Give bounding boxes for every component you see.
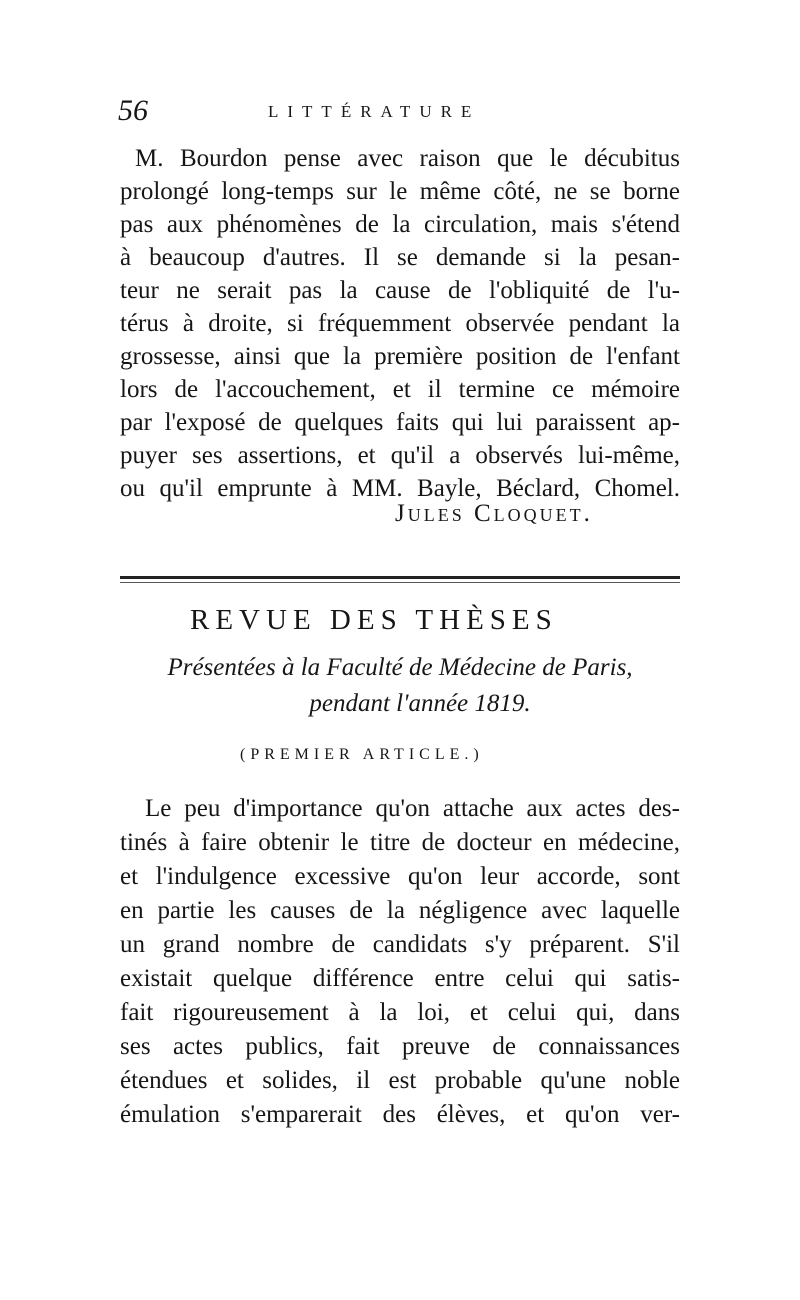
text-line: étendues et solides, il est probable qu'une noble: [120, 1067, 680, 1094]
section-subtitle: Présentées à la Faculté de Médecine de Paris,: [167, 654, 633, 681]
text-line: M. Bourdon pense avec raison que le décubitus: [135, 145, 680, 172]
text-line: un grand nombre de candidats s'y préparent. S'il: [120, 931, 680, 958]
section-rule: [120, 576, 680, 579]
page-header: [118, 92, 688, 132]
text-line: à beaucoup d'autres. Il se demande si la pesan-: [120, 244, 680, 271]
page-number: 56: [118, 94, 148, 127]
text-line: ses actes publics, fait preuve de connaissances: [120, 1033, 680, 1060]
text-line: émulation s'emparerait des élèves, et qu'on ver-: [120, 1101, 680, 1128]
text-line: ou qu'il emprunte à MM. Bayle, Béclard, Chomel.: [120, 475, 680, 502]
running-head: LITTÉRATURE: [268, 102, 481, 121]
text-line: térus à droite, si fréquemment observée pendant la: [120, 310, 680, 337]
author-signature: Jules Cloquet.: [395, 500, 593, 527]
text-line: teur ne serait pas la cause de l'obliquité de l'u-: [120, 277, 680, 304]
section-subtitle: pendant l'année 1819.: [309, 690, 531, 717]
article-label: (PREMIER ARTICLE.): [240, 746, 484, 763]
text-line: en partie les causes de la négligence avec laquelle: [120, 897, 680, 924]
text-line: Le peu d'importance qu'on attache aux actes des-: [145, 795, 680, 822]
text-line: grossesse, ainsi que la première position de l'enfant: [120, 343, 680, 370]
text-line: par l'exposé de quelques faits qui lui paraissent ap-: [120, 409, 680, 436]
text-line: lors de l'accouchement, et il termine ce mémoire: [120, 376, 680, 403]
text-line: existait quelque différence entre celui qui satis-: [120, 965, 680, 992]
text-line: et l'indulgence excessive qu'on leur accorde, sont: [120, 863, 680, 890]
section-title: REVUE DES THÈSES: [190, 604, 558, 636]
section-rule: [120, 582, 680, 583]
text-line: pas aux phénomènes de la circulation, mais s'étend: [120, 211, 680, 238]
text-line: fait rigoureusement à la loi, et celui qui, dans: [120, 999, 680, 1026]
text-line: prolongé long-temps sur le même côté, ne se borne: [120, 178, 680, 205]
text-line: puyer ses assertions, et qu'il a observés lui-même,: [120, 442, 680, 469]
text-line: tinés à faire obtenir le titre de docteur en médecine,: [120, 829, 680, 856]
